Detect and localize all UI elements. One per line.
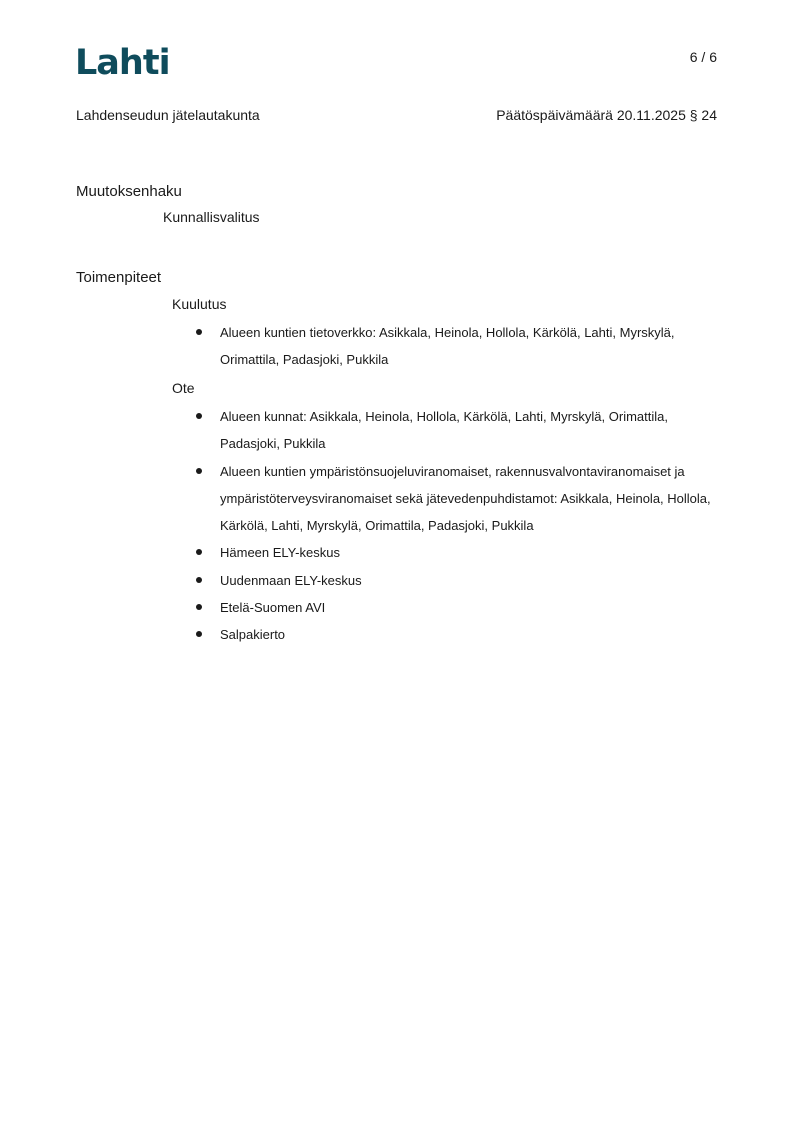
- extract-label: Ote: [172, 380, 195, 396]
- list-item: [196, 403, 721, 458]
- list-item: [196, 319, 721, 374]
- decision-date: Päätöspäivämäärä 20.11.2025 § 24: [496, 107, 717, 123]
- actions-heading: Toimenpiteet: [76, 269, 162, 286]
- bullet-icon: [196, 549, 202, 555]
- list-item: [196, 567, 721, 594]
- list-item-text: Salpakierto: [220, 627, 286, 643]
- extract-list: [196, 403, 721, 649]
- announcement-label: Kuulutus: [172, 296, 227, 312]
- bullet-icon: [196, 413, 202, 419]
- bullet-icon: [196, 577, 202, 583]
- bullet-icon: [196, 631, 202, 637]
- list-item: [196, 539, 721, 566]
- list-item-text: Hämeen ELY-keskus: [220, 545, 340, 561]
- list-item-text: Alueen kunnat: Asikkala, Heinola, Hollola, Kärkölä, Lahti, Myrskylä, Orimattila, Padasjoki, Pukkila: [220, 409, 668, 452]
- list-item: [196, 594, 721, 621]
- list-item-text: Etelä-Suomen AVI: [220, 600, 326, 616]
- list-item: [196, 458, 721, 540]
- list-item-text: Alueen kuntien tietoverkko: Asikkala, Heinola, Hollola, Kärkölä, Lahti, Myrskylä, Orimattila, Padasjoki, Pukkila: [220, 325, 675, 368]
- bullet-icon: [196, 604, 202, 610]
- list-item-text: Uudenmaan ELY-keskus: [220, 572, 362, 588]
- appeal-type: Kunnallisvalitus: [163, 209, 260, 225]
- list-item: [196, 621, 721, 648]
- appeal-heading: Muutoksenhaku: [76, 183, 182, 200]
- list-item-text: Alueen kuntien ympäristönsuojeluviranomaiset, rakennusvalvontaviranomaiset ja ympäristöterveysviranomaiset sekä jätevedenpuhdistamot: Asikkala, Heinola, Hollola, Kärkölä, Lahti, Myrskylä, Orimattila, Padasjoki, Pukkila: [220, 463, 711, 534]
- page-number: 6 / 6: [689, 49, 717, 65]
- announcement-list: [196, 319, 721, 374]
- lahti-logo: Lahti: [75, 43, 170, 83]
- bullet-icon: [196, 329, 202, 335]
- organization-name: Lahdenseudun jätelautakunta: [76, 107, 260, 123]
- bullet-icon: [196, 468, 202, 474]
